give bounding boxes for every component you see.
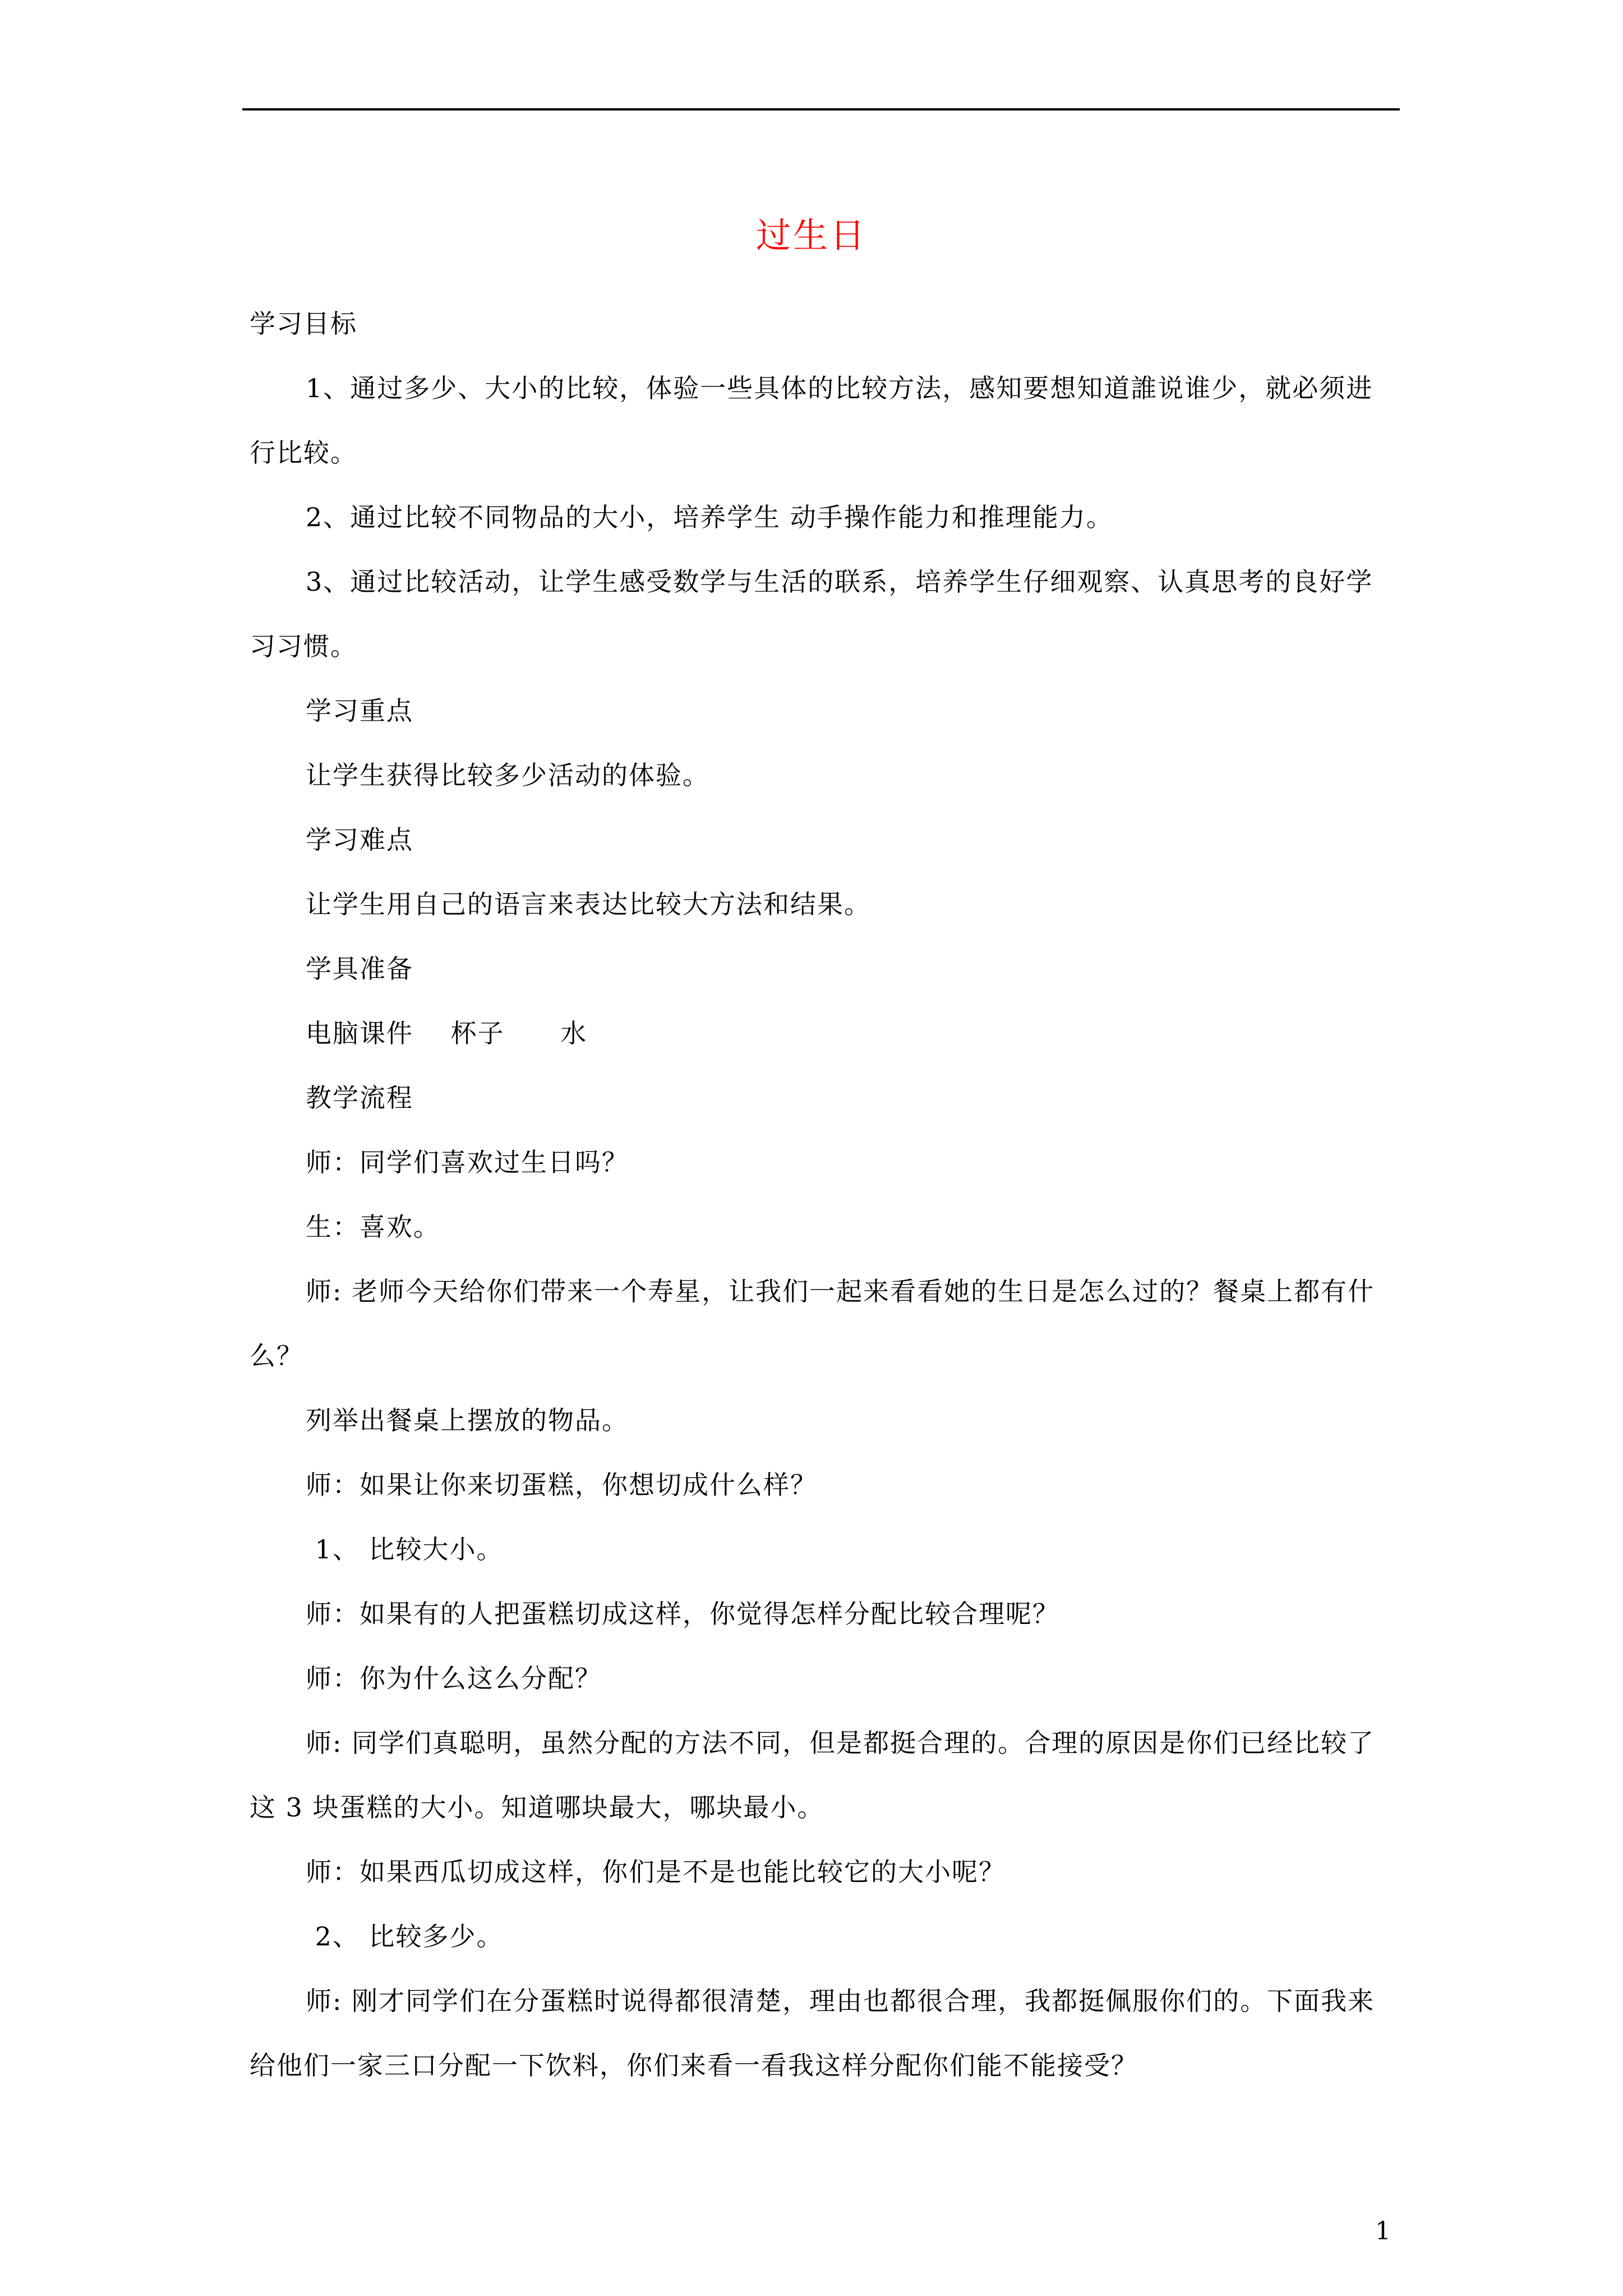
paragraph: 学习目标 xyxy=(250,309,357,339)
paragraph: 1、通过多少、大小的比较，体验一些具体的比较方法，感知要想知道誰说谁少，就必须进行比较。 xyxy=(250,373,1373,468)
paragraph: 生：喜欢。 xyxy=(306,1212,440,1242)
header-rule xyxy=(242,108,1400,111)
paragraph: 1、 比较大小。 xyxy=(306,1534,504,1565)
paragraph: 师: 同学们真聪明，虽然分配的方法不同，但是都挺合理的。合理的原因是你们已经比较了这 3 块蛋糕的大小。知道哪块最大，哪块最小。 xyxy=(250,1728,1375,1823)
paragraph: 学习难点 xyxy=(306,825,413,855)
page-number: 1 xyxy=(1375,2217,1391,2246)
paragraph: 2、 比较多少。 xyxy=(306,1921,504,1952)
document-title: 过生日 xyxy=(755,215,867,256)
paragraph: 2、通过比较不同物品的大小，培养学生 动手操作能力和推理能力。 xyxy=(306,502,1113,532)
paragraph: 让学生用自己的语言来表达比较大方法和结果。 xyxy=(306,889,871,919)
paragraph: 电脑课件 杯子 水 xyxy=(306,1018,588,1048)
paragraph: 让学生获得比较多少活动的体验。 xyxy=(306,760,709,790)
paragraph: 师：同学们喜欢过生日吗？ xyxy=(306,1147,629,1177)
paragraph: 3、通过比较活动，让学生感受数学与生活的联系，培养学生仔细观察、认真思考的良好学习习惯。 xyxy=(250,567,1373,661)
paragraph: 师：如果西瓜切成这样，你们是不是也能比较它的大小呢？ xyxy=(306,1857,1006,1887)
paragraph: 列举出餐桌上摆放的物品。 xyxy=(306,1405,629,1435)
paragraph: 学具准备 xyxy=(306,954,413,984)
document-body xyxy=(250,292,1394,2098)
paragraph: 师：如果让你来切蛋糕，你想切成什么样？ xyxy=(306,1470,817,1500)
paragraph: 教学流程 xyxy=(306,1083,413,1113)
paragraph: 师: 刚才同学们在分蛋糕时说得都很清楚，理由也都很合理，我都挺佩服你们的。下面我来给他们一家三口分配一下饮料，你们来看一看我这样分配你们能不能接受？ xyxy=(250,1986,1375,2081)
paragraph: 师: 老师今天给你们带来一个寿星，让我们一起来看看她的生日是怎么过的？餐桌上都有什么？ xyxy=(250,1276,1375,1371)
paragraph: 学习重点 xyxy=(306,696,413,726)
paragraph: 师：如果有的人把蛋糕切成这样，你觉得怎样分配比较合理呢？ xyxy=(306,1599,1059,1629)
paragraph: 师：你为什么这么分配？ xyxy=(306,1663,602,1694)
